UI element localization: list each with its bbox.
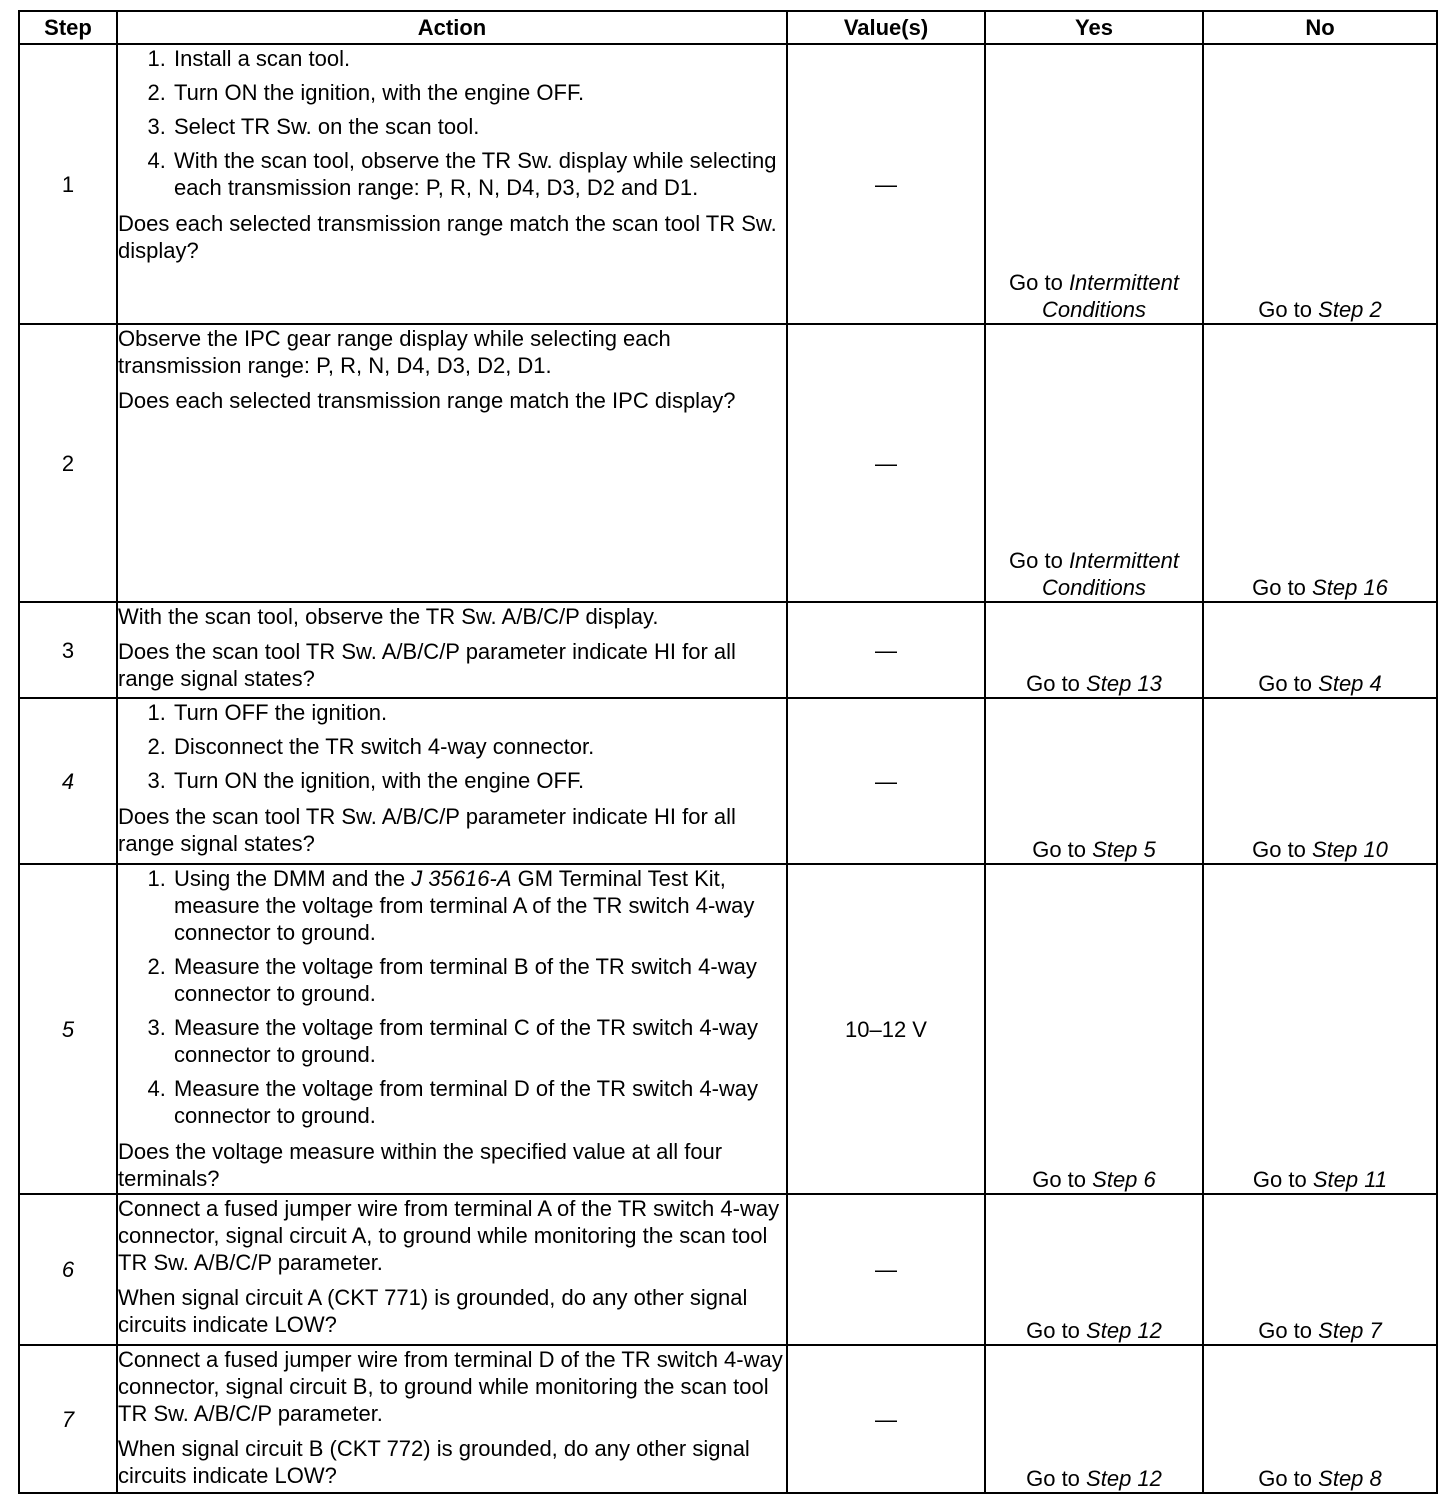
value-cell: —: [787, 44, 985, 324]
tool-part-number: J 35616-A: [411, 866, 512, 891]
table-row: [19, 44, 1437, 324]
header-step: Step: [19, 11, 117, 44]
step-number: 6: [19, 1194, 117, 1345]
table-row: [19, 324, 1437, 602]
yes-prefix: Go to: [1009, 548, 1063, 573]
step-number: 7: [19, 1345, 117, 1493]
list-item: 3. Turn ON the ignition, with the engine OFF.: [172, 767, 786, 794]
yes-cell: [985, 864, 1203, 1194]
action-cell: [117, 324, 787, 602]
action-text: Connect a fused jumper wire from terminal A of the TR switch 4-way connector, signal circuit A, to ground while monitoring the scan tool TR Sw. A/B/C/P parameter.: [118, 1196, 780, 1275]
header-no: No: [1203, 11, 1437, 44]
yes-ref: Intermittent Conditions: [1042, 270, 1179, 322]
list-item: 1. Install a scan tool.: [172, 45, 786, 72]
action-cell: [117, 698, 787, 864]
no-cell: [1203, 1345, 1437, 1493]
action-question: Does the scan tool TR Sw. A/B/C/P parameter indicate HI for all range signal states?: [118, 639, 736, 691]
no-prefix: Go to: [1252, 575, 1306, 600]
action-cell: [117, 1194, 787, 1345]
item-text-pre: Using the DMM and the: [174, 866, 406, 891]
yes-ref: Step 13: [1086, 671, 1162, 696]
action-text: Observe the IPC gear range display while selecting each transmission range: P, R, N, D4, D3, D2, D1.: [118, 326, 671, 378]
list-item: 3. Measure the voltage from terminal C of the TR switch 4-way connector to ground.: [172, 1014, 786, 1068]
step-number: 3: [19, 602, 117, 698]
yes-prefix: Go to: [1026, 1318, 1080, 1343]
no-ref: Step 8: [1318, 1466, 1382, 1491]
yes-prefix: Go to: [1026, 671, 1080, 696]
table-row: [19, 864, 1437, 1194]
yes-ref: Step 5: [1092, 837, 1156, 862]
no-ref: Step 10: [1312, 837, 1388, 862]
list-item: 2. Measure the voltage from terminal B of the TR switch 4-way connector to ground.: [172, 953, 786, 1007]
yes-cell: [985, 324, 1203, 602]
table-row: [19, 698, 1437, 864]
value-cell: 10–12 V: [787, 864, 985, 1194]
list-item: 2. Turn ON the ignition, with the engine OFF.: [172, 79, 786, 106]
no-prefix: Go to: [1252, 837, 1306, 862]
diagnostic-table: [18, 10, 1438, 1494]
action-list: [118, 865, 786, 1129]
action-cell: [117, 602, 787, 698]
value-cell: —: [787, 324, 985, 602]
list-item: [172, 865, 786, 946]
yes-cell: [985, 44, 1203, 324]
action-question: Does the scan tool TR Sw. A/B/C/P parameter indicate HI for all range signal states?: [118, 804, 736, 856]
action-cell: [117, 864, 787, 1194]
yes-cell: [985, 1194, 1203, 1345]
yes-prefix: Go to: [1009, 270, 1063, 295]
no-ref: Step 7: [1318, 1318, 1382, 1343]
list-item: 2. Disconnect the TR switch 4-way connector.: [172, 733, 786, 760]
no-prefix: Go to: [1258, 1466, 1313, 1491]
action-question: Does each selected transmission range match the IPC display?: [118, 388, 736, 413]
header-yes: Yes: [985, 11, 1203, 44]
action-list: [118, 699, 786, 794]
action-question: When signal circuit B (CKT 772) is grounded, do any other signal circuits indicate LOW?: [118, 1436, 750, 1488]
header-values: Value(s): [787, 11, 985, 44]
yes-cell: [985, 602, 1203, 698]
no-cell: [1203, 864, 1437, 1194]
no-prefix: Go to: [1258, 297, 1313, 322]
value-cell: —: [787, 602, 985, 698]
table-row: [19, 1194, 1437, 1345]
no-cell: [1203, 1194, 1437, 1345]
step-number: 4: [19, 698, 117, 864]
no-ref: Step 11: [1312, 1167, 1388, 1192]
list-item: 3. Select TR Sw. on the scan tool.: [172, 113, 786, 140]
no-ref: Step 16: [1312, 575, 1388, 600]
action-text: Connect a fused jumper wire from terminal D of the TR switch 4-way connector, signal circuit B, to ground while monitoring the scan tool TR Sw. A/B/C/P parameter.: [118, 1347, 783, 1426]
list-item: 4. Measure the voltage from terminal D of the TR switch 4-way connector to ground.: [172, 1075, 786, 1129]
value-cell: —: [787, 698, 985, 864]
step-number: 5: [19, 864, 117, 1194]
no-cell: [1203, 602, 1437, 698]
value-cell: —: [787, 1345, 985, 1493]
yes-ref: Step 6: [1092, 1167, 1156, 1192]
table-row: [19, 602, 1437, 698]
no-ref: Step 2: [1318, 297, 1382, 322]
action-list: [118, 45, 786, 201]
no-prefix: Go to: [1258, 671, 1313, 696]
yes-ref: Intermittent Conditions: [1042, 548, 1179, 600]
item-text-post: GM Terminal Test Kit, measure the voltage from terminal A of the TR switch 4-way connector to ground.: [174, 866, 755, 945]
action-question: Does each selected transmission range match the scan tool TR Sw. display?: [118, 211, 777, 263]
no-prefix: Go to: [1252, 1167, 1307, 1192]
list-item: 1. Turn OFF the ignition.: [172, 699, 786, 726]
header-action: Action: [117, 11, 787, 44]
no-ref: Step 4: [1318, 671, 1382, 696]
yes-prefix: Go to: [1032, 1167, 1087, 1192]
no-cell: [1203, 698, 1437, 864]
header-row: [19, 11, 1437, 44]
step-number: 2: [19, 324, 117, 602]
action-cell: [117, 1345, 787, 1493]
yes-prefix: Go to: [1026, 1466, 1080, 1491]
yes-cell: [985, 1345, 1203, 1493]
yes-ref: Step 12: [1086, 1318, 1162, 1343]
action-text: With the scan tool, observe the TR Sw. A/B/C/P display.: [118, 604, 659, 629]
no-cell: [1203, 44, 1437, 324]
table-row: [19, 1345, 1437, 1493]
value-cell: —: [787, 1194, 985, 1345]
action-question: Does the voltage measure within the specified value at all four terminals?: [118, 1139, 723, 1191]
list-item: 4. With the scan tool, observe the TR Sw. display while selecting each transmission range: P, R, N, D4, D3, D2 and D1.: [172, 147, 786, 201]
no-cell: [1203, 324, 1437, 602]
yes-ref: Step 12: [1086, 1466, 1162, 1491]
yes-prefix: Go to: [1032, 837, 1087, 862]
action-cell: [117, 44, 787, 324]
step-number: 1: [19, 44, 117, 324]
action-question: When signal circuit A (CKT 771) is grounded, do any other signal circuits indicate LOW?: [118, 1285, 748, 1337]
no-prefix: Go to: [1258, 1318, 1313, 1343]
yes-cell: [985, 698, 1203, 864]
